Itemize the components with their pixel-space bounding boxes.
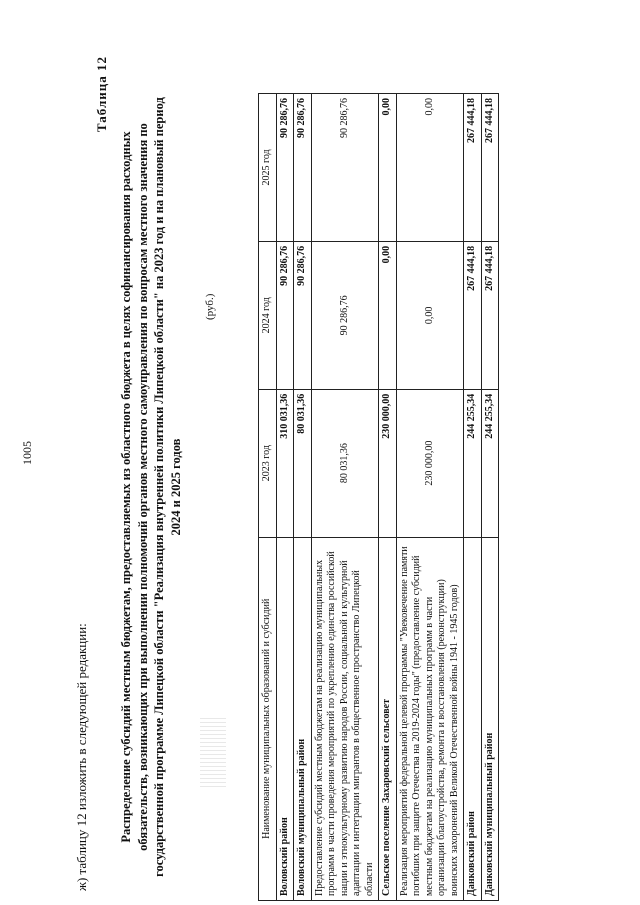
table-row — [464, 94, 482, 901]
scan-mark — [200, 717, 226, 787]
row-value-2023: 80 031,36 — [311, 389, 379, 537]
table-row — [379, 94, 397, 901]
header-2023: 2023 год — [259, 389, 277, 537]
row-value-2023: 80 031,36 — [294, 389, 312, 537]
row-value-2023: 230 000,00 — [396, 389, 464, 537]
header-2025: 2025 год — [259, 94, 277, 242]
row-value-2024: 90 286,76 — [311, 241, 379, 389]
row-value-2024: 267 444,18 — [464, 241, 482, 389]
header-2024: 2024 год — [259, 241, 277, 389]
table-row — [481, 94, 499, 901]
row-value-2025: 0,00 — [379, 94, 397, 242]
row-value-2025: 267 444,18 — [481, 94, 499, 242]
row-name: Предоставление субсидий местным бюджетам на реализацию муниципальных программ в части проведения мероприятий по укреплению единства российской нации и этнокультурному развитию народов России, социальной и культурной адаптации и интеграции мигрантов в общественное пространство Липецкой области — [311, 537, 379, 900]
row-value-2023: 244 255,34 — [464, 389, 482, 537]
row-value-2025: 90 286,76 — [294, 94, 312, 242]
row-value-2023: 244 255,34 — [481, 389, 499, 537]
row-value-2025: 267 444,18 — [464, 94, 482, 242]
row-name: Данковский район — [464, 537, 482, 900]
currency-unit: (руб.) — [204, 293, 216, 320]
table-row — [396, 94, 464, 901]
row-value-2024: 90 286,76 — [294, 241, 312, 389]
row-name: Воловский муниципальный район — [294, 537, 312, 900]
row-value-2024: 0,00 — [396, 241, 464, 389]
row-value-2025: 90 286,76 — [276, 94, 294, 242]
page-number: 1005 — [20, 441, 34, 465]
row-value-2024: 0,00 — [379, 241, 397, 389]
subsidy-table — [258, 93, 499, 901]
table-header-row — [259, 94, 277, 901]
row-value-2024: 90 286,76 — [276, 241, 294, 389]
intro-text: ж) таблицу 12 изложить в следующей редакции: — [74, 623, 89, 891]
row-name: Сельское поселение Захаровский сельсовет — [379, 537, 397, 900]
row-name: Воловский район — [276, 537, 294, 900]
table-row — [294, 94, 312, 901]
header-name: Наименование муниципальных образований и субсидий — [259, 537, 277, 900]
row-name: Реализация мероприятий федеральной целевой программы "Увековечение памяти погибших при защите Отечества на 2019-2024 годы" (предоставление субсидий местным бюджетам на реализацию муниципальных программ в части организации благоустройства, ремонта и восстановления (реконструкции) воинских захоронений Великой Отечественной войны 1941 - 1945 годов) — [396, 537, 464, 900]
document-title: Распределение субсидий местным бюджетам, предоставляемых из областного бюджета в целях софинансирования расходных обязательств, возникающих при выполнении полномочий органов местного самоуправления по вопросам местного значения по государственной программе Липецкой области "Реализация внутренней политики Липецкой области" на 2023 год и на плановый период 2024 и 2025 годов — [119, 97, 183, 877]
row-name: Данковский муниципальный район — [481, 537, 499, 900]
row-value-2025: 0,00 — [396, 94, 464, 242]
row-value-2025: 90 286,76 — [311, 94, 379, 242]
table-label: Таблица 12 — [94, 56, 109, 133]
table-row — [311, 94, 379, 901]
row-value-2024: 267 444,18 — [481, 241, 499, 389]
row-value-2023: 230 000,00 — [379, 389, 397, 537]
table-row — [276, 94, 294, 901]
row-value-2023: 310 031,36 — [276, 389, 294, 537]
